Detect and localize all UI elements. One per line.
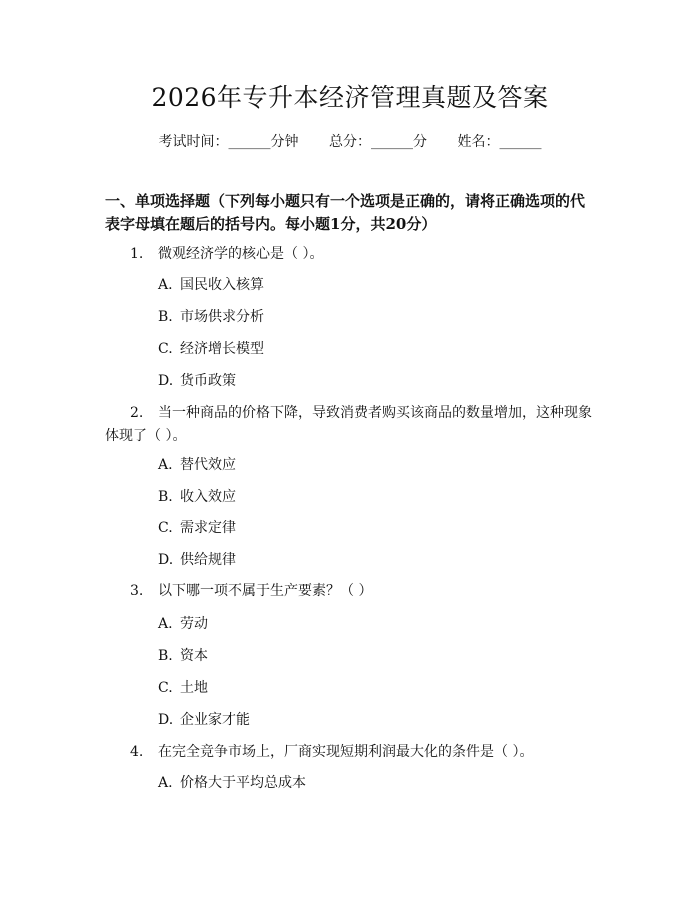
option-2b bbox=[158, 487, 236, 507]
section-heading: 一、单项选择题（下列每小题只有一个选项是正确的，请将正确选项的代表字母填在题后的括号内。每小题1分，共20分） bbox=[105, 192, 586, 233]
option-1d bbox=[158, 371, 236, 391]
question-2 bbox=[105, 402, 595, 448]
total-score-field: 总分：______分 bbox=[329, 134, 427, 150]
option-4a bbox=[158, 773, 306, 793]
option-letter: C. bbox=[158, 341, 173, 357]
option-text: 资本 bbox=[180, 648, 208, 664]
question-text: 微观经济学的核心是（ ）。 bbox=[158, 246, 324, 262]
option-letter: B. bbox=[158, 309, 173, 325]
name-field: 姓名：______ bbox=[457, 134, 542, 150]
option-letter: C. bbox=[158, 680, 173, 696]
question-number: 4. bbox=[130, 744, 144, 760]
page-title: 2026年专升本经济管理真题及答案 bbox=[151, 83, 549, 112]
option-letter: D. bbox=[158, 712, 174, 728]
option-3d bbox=[158, 710, 250, 730]
option-letter: A. bbox=[158, 775, 173, 791]
option-letter: D. bbox=[158, 552, 174, 568]
question-number: 1. bbox=[130, 246, 144, 262]
question-number: 2. bbox=[130, 405, 144, 421]
option-text: 企业家才能 bbox=[180, 712, 250, 728]
option-1b bbox=[158, 307, 264, 327]
question-text: 当一种商品的价格下降，导致消费者购买该商品的数量增加，这种现象体现了（ ）。 bbox=[105, 405, 592, 444]
option-letter: A. bbox=[158, 277, 173, 293]
option-text: 供给规律 bbox=[180, 552, 236, 568]
option-text: 劳动 bbox=[180, 616, 208, 632]
option-1a bbox=[158, 275, 264, 295]
option-2c bbox=[158, 518, 236, 538]
question-text: 在完全竞争市场上，厂商实现短期利润最大化的条件是（ ）。 bbox=[158, 744, 534, 760]
exam-time-field: 考试时间：______分钟 bbox=[158, 134, 299, 150]
option-text: 经济增长模型 bbox=[180, 341, 264, 357]
option-3c bbox=[158, 678, 208, 698]
option-text: 收入效应 bbox=[180, 489, 236, 505]
option-2d bbox=[158, 550, 236, 570]
option-text: 需求定律 bbox=[180, 520, 236, 536]
question-1 bbox=[130, 243, 595, 266]
option-letter: A. bbox=[158, 616, 173, 632]
question-text: 以下哪一项不属于生产要素？（ ） bbox=[158, 583, 373, 599]
option-2a bbox=[158, 455, 236, 475]
question-number: 3. bbox=[130, 583, 144, 599]
option-letter: B. bbox=[158, 648, 173, 664]
option-letter: B. bbox=[158, 489, 173, 505]
option-text: 市场供求分析 bbox=[180, 309, 264, 325]
option-3b bbox=[158, 646, 208, 666]
option-text: 国民收入核算 bbox=[180, 277, 264, 293]
question-4 bbox=[130, 741, 595, 764]
exam-meta-line bbox=[0, 131, 700, 151]
option-letter: C. bbox=[158, 520, 173, 536]
option-3a bbox=[158, 614, 208, 634]
option-1c bbox=[158, 339, 264, 359]
option-text: 货币政策 bbox=[180, 373, 236, 389]
option-letter: D. bbox=[158, 373, 174, 389]
option-text: 价格大于平均总成本 bbox=[180, 775, 306, 791]
question-3 bbox=[130, 580, 595, 603]
option-text: 替代效应 bbox=[180, 457, 236, 473]
option-letter: A. bbox=[158, 457, 173, 473]
option-text: 土地 bbox=[180, 680, 208, 696]
